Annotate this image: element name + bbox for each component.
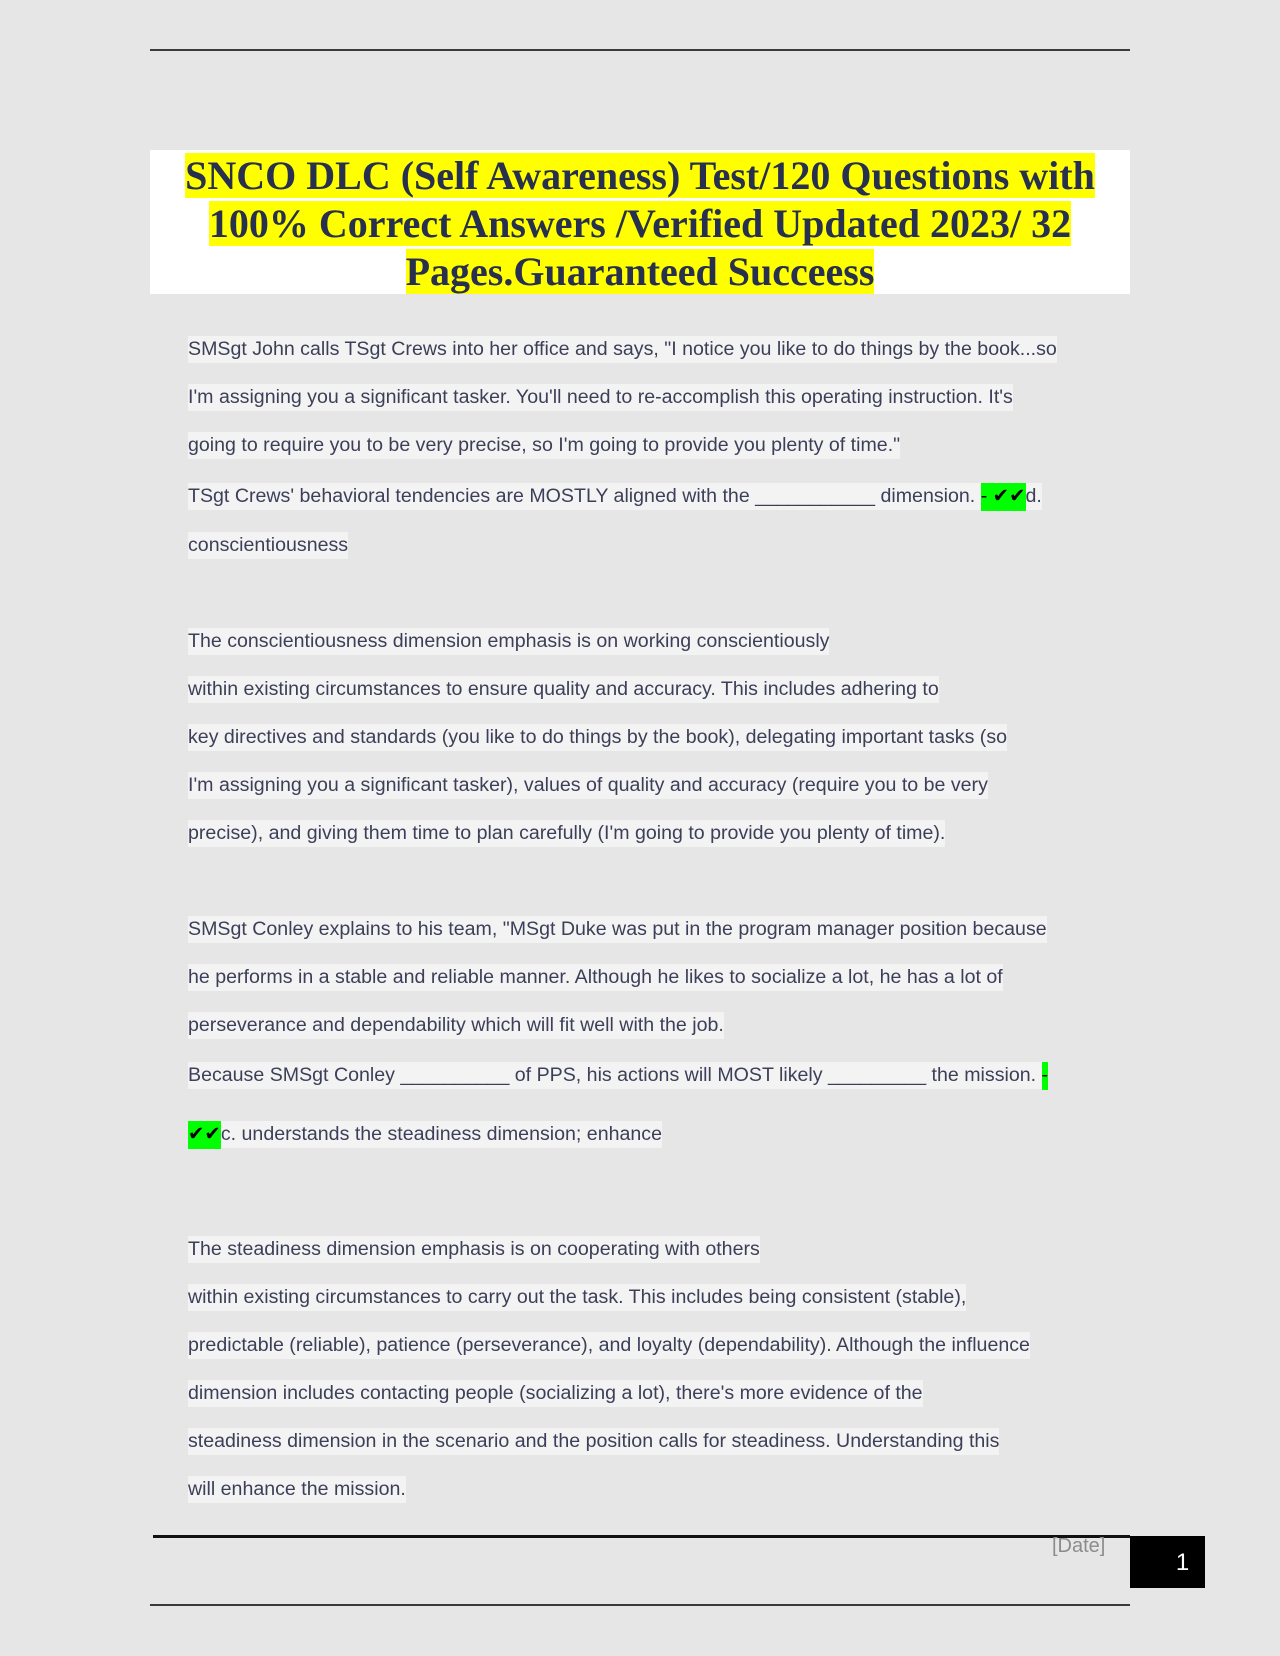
text-line: SMSgt Conley explains to his team, "MSgt Duke was put in the program manager position because (188, 918, 1128, 966)
question-block-2 (188, 918, 1128, 1170)
page-bottom-rule (150, 1604, 1130, 1606)
text-line: key directives and standards (you like to do things by the book), delegating important tasks (so (188, 726, 1128, 774)
text-line: he performs in a stable and reliable manner. Although he likes to socialize a lot, he has a lot of (188, 966, 1128, 1014)
text-line: perseverance and dependability which will fit well with the job. (188, 1014, 1128, 1064)
text-line: The steadiness dimension emphasis is on cooperating with others (188, 1238, 1128, 1286)
answer-text: c. understands the steadiness dimension; enhance (221, 1121, 662, 1148)
explanation-block-1 (188, 630, 1128, 870)
document-title (150, 150, 1130, 294)
title-line-1: SNCO DLC (Self Awareness) Test/120 Questions with (185, 153, 1095, 198)
footer-date: [Date] (1052, 1535, 1106, 1557)
correct-answer-marker: - (1042, 1062, 1049, 1090)
answer-text: conscientiousness (188, 532, 348, 559)
paragraph-gap (188, 1208, 1128, 1238)
question-block-1 (188, 338, 1128, 582)
correct-answer-marker: - ✔✔ (981, 483, 1026, 511)
text-line: dimension includes contacting people (socializing a lot), there's more evidence of the (188, 1382, 1128, 1430)
text-line: I'm assigning you a significant tasker), values of quality and accuracy (require you to be very (188, 774, 1128, 822)
text-line: within existing circumstances to ensure quality and accuracy. This includes adhering to (188, 678, 1128, 726)
text-line: precise), and giving them time to plan carefully (I'm going to provide you plenty of time). (188, 822, 1128, 870)
text-line: will enhance the mission. (188, 1478, 1128, 1526)
page-number: 1 (1130, 1536, 1205, 1588)
document-body (188, 338, 1128, 1526)
header-rule (150, 49, 1130, 51)
text-line: predictable (reliable), patience (perseverance), and loyalty (dependability). Although the influence (188, 1334, 1128, 1382)
question-line: TSgt Crews' behavioral tendencies are MOSTLY aligned with the ___________ dimension. - ✔✔d. (188, 484, 1128, 534)
answer-line (188, 1122, 1128, 1170)
title-line-2: 100% Correct Answers /Verified Updated 2023/ 32 (208, 201, 1072, 246)
paragraph-gap (188, 870, 1128, 918)
footer-rule (153, 1535, 1130, 1538)
text-line: steadiness dimension in the scenario and the position calls for steadiness. Understanding this (188, 1430, 1128, 1478)
explanation-block-2 (188, 1238, 1128, 1526)
answer-line (188, 534, 1128, 582)
text-line: going to require you to be very precise, so I'm going to provide you plenty of time." (188, 434, 1128, 484)
paragraph-gap (188, 1170, 1128, 1208)
text-line: SMSgt John calls TSgt Crews into her office and says, "I notice you like to do things by the book...so (188, 338, 1128, 386)
paragraph-gap (188, 582, 1128, 630)
text-line: The conscientiousness dimension emphasis is on working conscientiously (188, 630, 1128, 678)
answer-letter: d. (1026, 483, 1042, 510)
question-line: Because SMSgt Conley __________ of PPS, his actions will MOST likely _________ the mission. - (188, 1064, 1128, 1122)
correct-answer-checkmarks: ✔✔ (188, 1121, 221, 1149)
text-line: I'm assigning you a significant tasker. You'll need to re-accomplish this operating instruction. It's (188, 386, 1128, 434)
text-line: within existing circumstances to carry out the task. This includes being consistent (stable), (188, 1286, 1128, 1334)
title-line-3: Pages.Guaranteed Succeess (405, 249, 875, 294)
